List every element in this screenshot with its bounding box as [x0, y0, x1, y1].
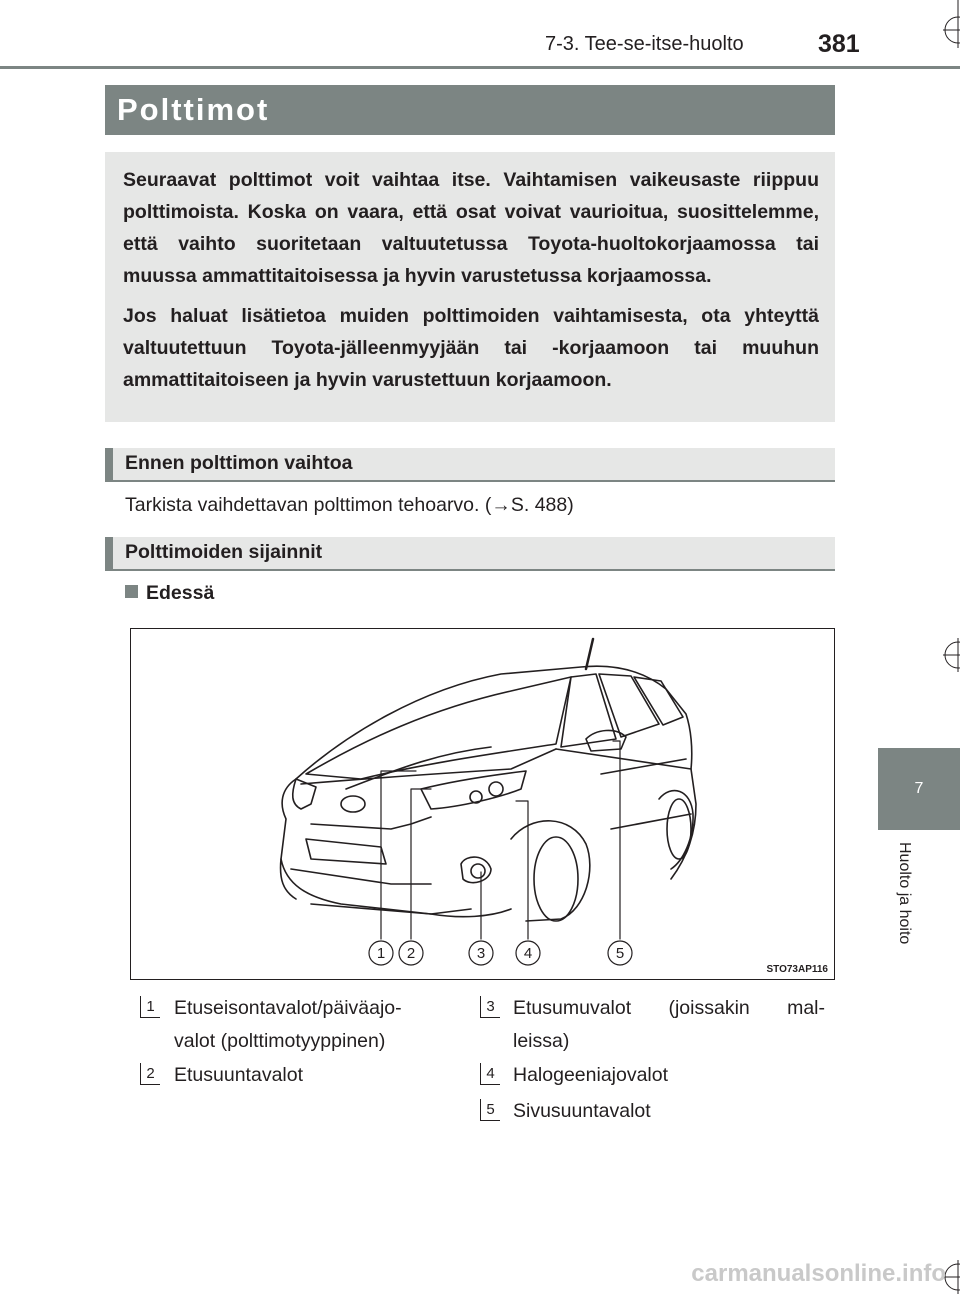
chapter-title: Huolto ja hoito [896, 842, 913, 945]
heading-bulb-locations: Polttimoiden sijainnit [105, 537, 835, 571]
legend-line: Etuseisontavalot/päiväajo- [174, 997, 402, 1019]
legend-number: 4 [480, 1063, 500, 1085]
legend-number: 3 [480, 996, 500, 1018]
legend-text: Sivusuuntavalot [513, 1100, 651, 1122]
callout-1: 1 [376, 945, 386, 962]
intro-paragraph-2: Jos haluat lisätietoa muiden polttimoiden vaihtamisesta, ota yhteyttä valtuutettuun Toyota-jälleenmyyjään tai -korjaamoon tai muuhun ammattitaitoiseen ja hyvin varustettuun korjaamoon. [123, 305, 819, 391]
page-number: 381 [818, 30, 860, 58]
car-figure [130, 628, 835, 980]
front-label: Edessä [146, 582, 215, 604]
callout-4: 4 [523, 945, 533, 962]
legend-line: leissa) [513, 1030, 570, 1052]
legend-line: Etusumuvalot (joissakin mal- [513, 997, 825, 1019]
legend-number: 1 [140, 996, 160, 1018]
car-illustration [131, 629, 834, 979]
front-subheading [125, 582, 214, 605]
footer-watermark: carmanualsonline.info [691, 1260, 946, 1287]
square-bullet-icon [125, 585, 138, 598]
callout-5: 5 [615, 945, 625, 962]
legend-text: Halogeeniajovalot [513, 1064, 669, 1086]
callout-2: 2 [406, 945, 416, 962]
heading-before-replacement: Ennen polttimon vaihtoa [105, 448, 835, 482]
page-title: Polttimot [105, 85, 835, 135]
chapter-tab: 7 [878, 748, 960, 830]
header-section: 7-3. Tee-se-itse-huolto [545, 33, 744, 55]
legend-text [174, 992, 444, 1058]
legend-text: Etusuuntavalot [174, 1064, 304, 1086]
legend-number: 2 [140, 1063, 160, 1085]
callout-3: 3 [476, 945, 486, 962]
wattage-note: Tarkista vaihdettavan polttimon tehoarvo. (→S. 488) [125, 494, 574, 516]
header-divider [0, 66, 960, 69]
figure-code: STO73AP116 [766, 964, 828, 975]
intro-paragraph-1: Seuraavat polttimot voit vaihtaa itse. Vaihtamisen vaikeusaste riippuu polttimoista. Koska on vaara, että osat voivat vaurioitua, suosittelemme, että vaihto suoritetaan valtuutetussa Toyota-huoltokorjaamossa tai muussa ammattitaitoisessa ja hyvin varustetussa korjaamossa. [123, 169, 819, 287]
intro-box [105, 152, 835, 422]
legend-text [513, 992, 825, 1058]
legend-number: 5 [480, 1099, 500, 1121]
legend-line: valot (polttimotyyppinen) [174, 1030, 386, 1052]
